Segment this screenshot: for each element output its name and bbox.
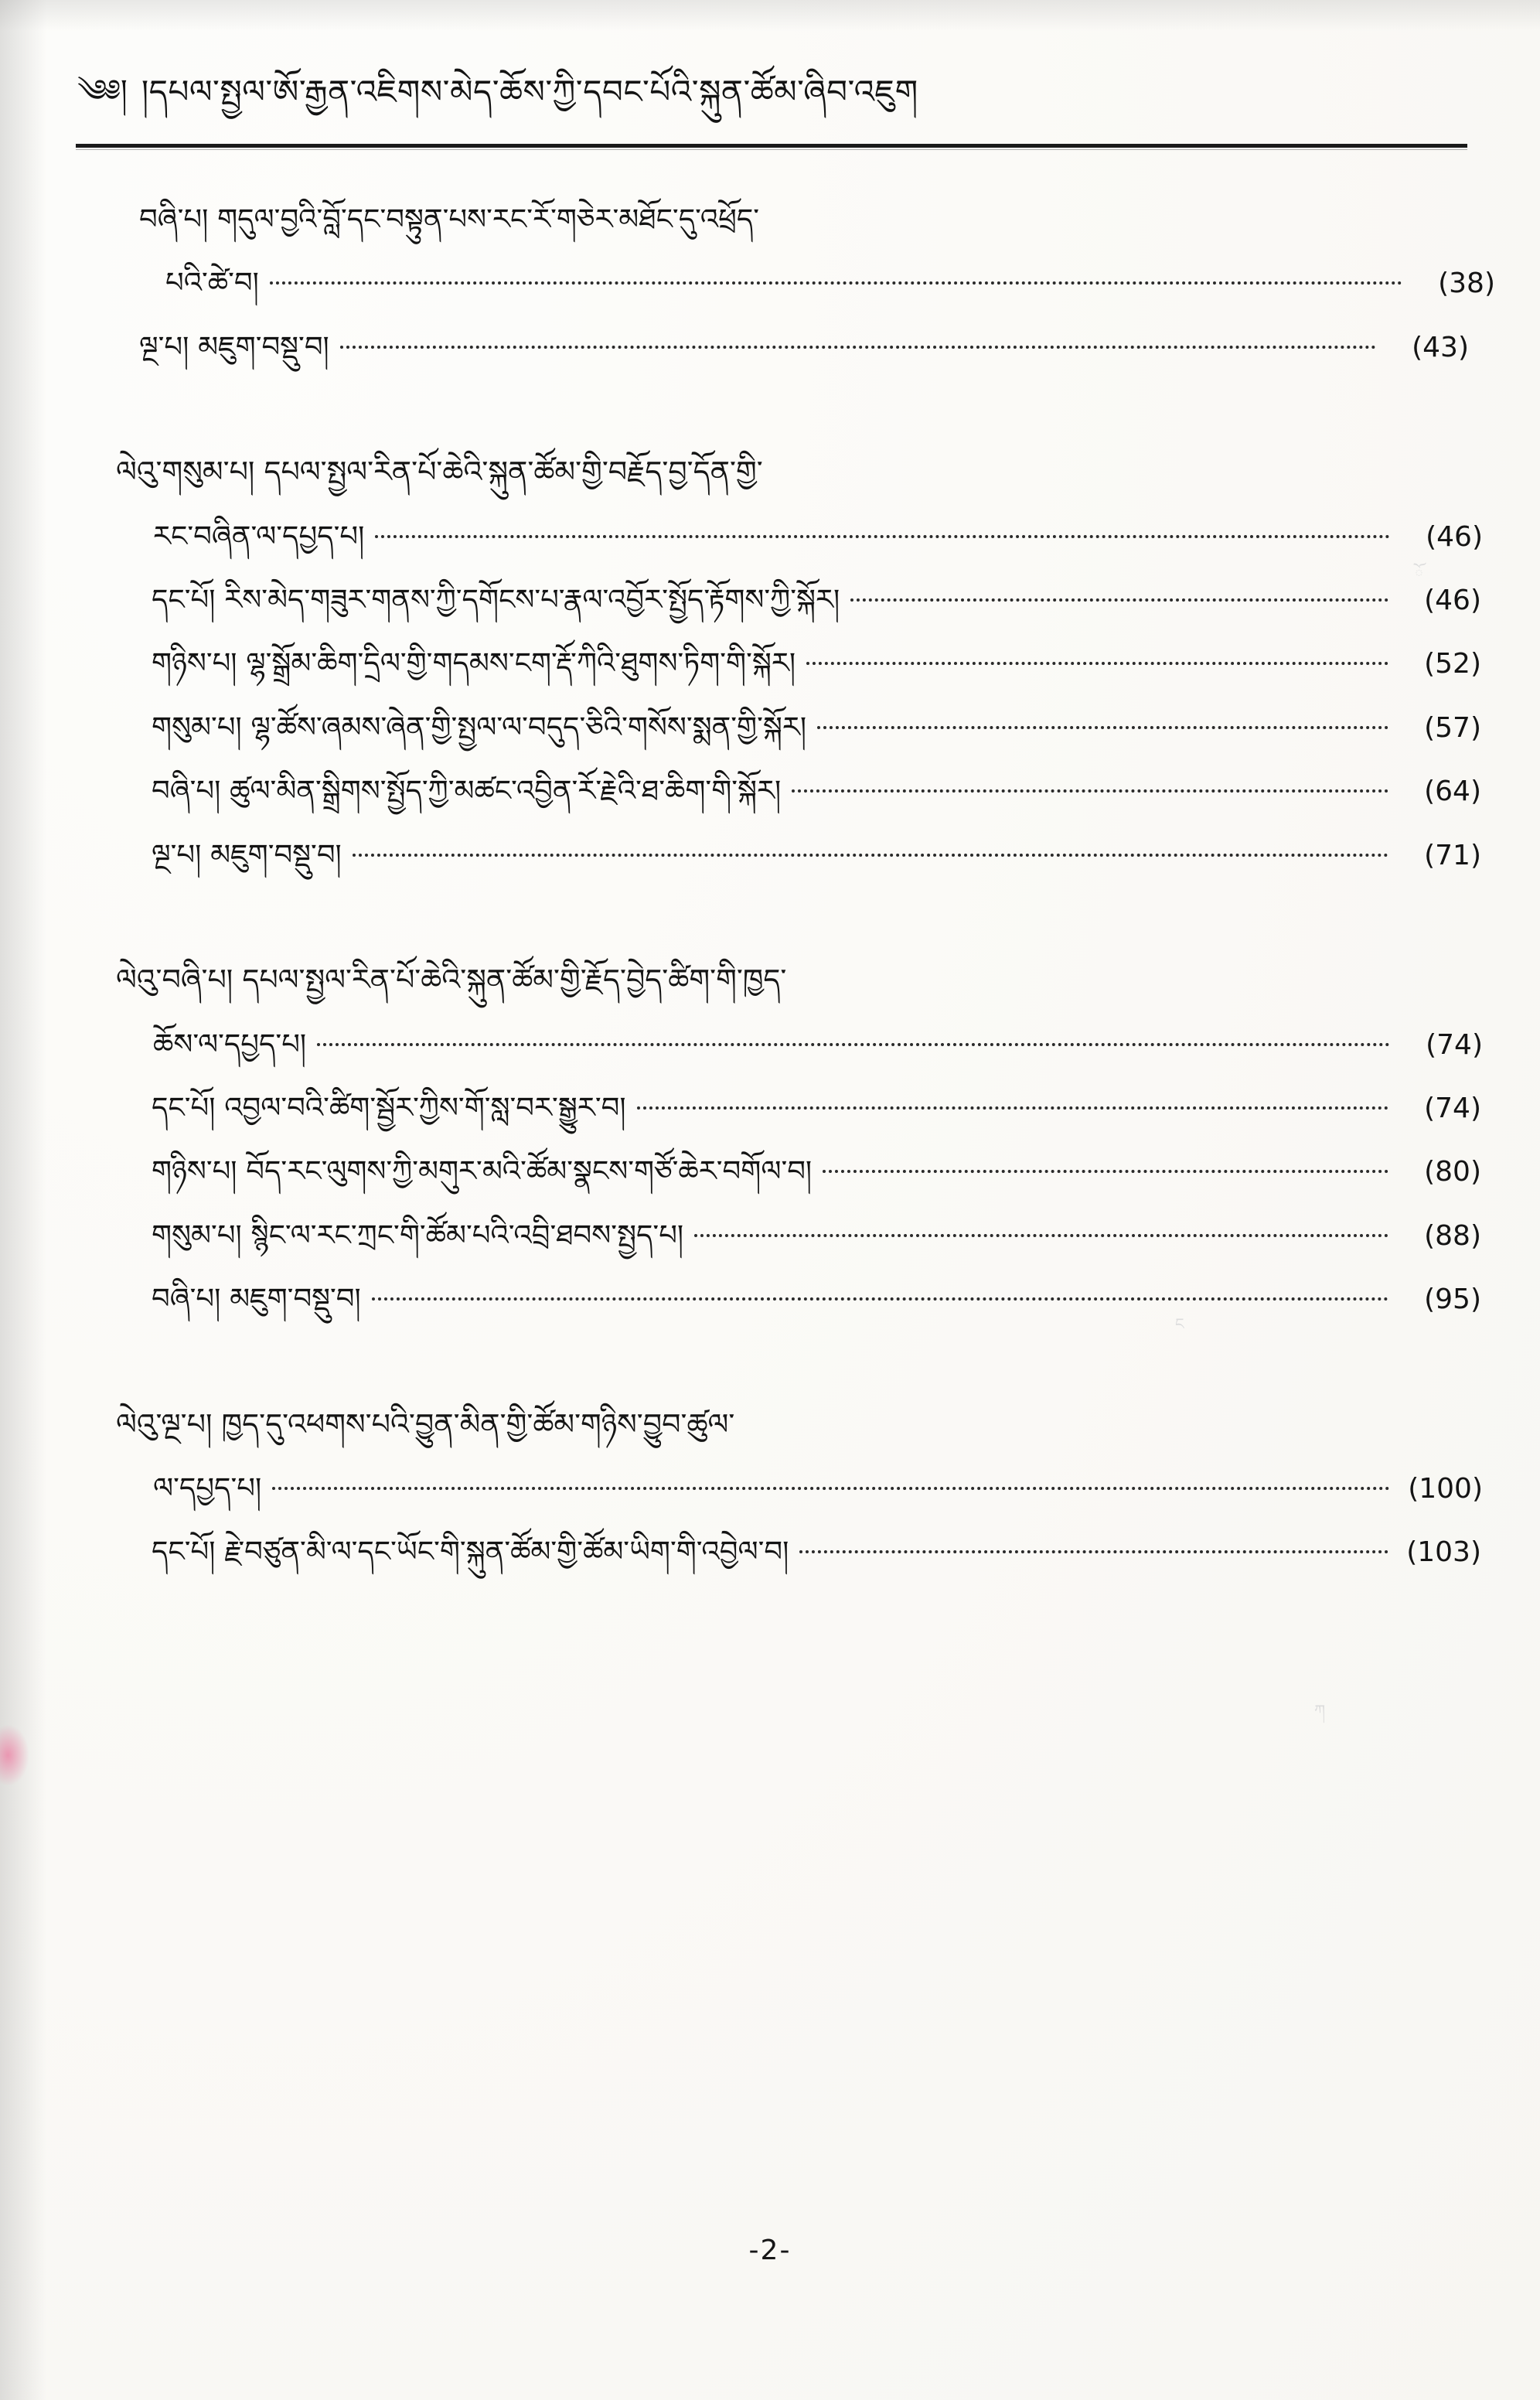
toc-page-number: (74) (1424, 1092, 1481, 1124)
toc-page-number: (95) (1424, 1284, 1481, 1316)
toc-entry-line[interactable] (152, 1273, 1481, 1325)
dot-leader (270, 281, 1402, 285)
toc-entry-text: དང་པོ། འབྱལ་བའི་ཚིག་སྦྱོར་ཀྱིས་གོ་སླ་བར་སྒྱུར་བ། (152, 1090, 626, 1124)
table-of-contents (116, 193, 1495, 1590)
toc-page-number: (71) (1424, 839, 1481, 871)
dot-leader (317, 1042, 1390, 1046)
dot-leader (375, 534, 1390, 538)
toc-entry-text: གཉིས་པ། ལྷ་སྒྲོམ་ཆིག་དྲིལ་གྱི་གདམས་ངག་རྡོ་ཀིའི་ཐུགས་ཏིག་གི་སྐོར། (152, 646, 796, 680)
toc-entry-line[interactable] (139, 321, 1469, 373)
dot-leader (817, 725, 1388, 729)
dot-leader (637, 1106, 1388, 1110)
toc-entry-text: དང་པོ། རིས་མེད་གཟུར་གནས་ཀྱི་དགོངས་པ་རྣལ་འབྱོར་སྤྱོད་རྟོགས་ཀྱི་སྐོར། (152, 583, 840, 617)
toc-page-number: (64) (1424, 776, 1481, 808)
toc-entry-text: ལྔ་པ། མཇུག་བསྡུ་བ། (139, 329, 329, 363)
toc-chapter-heading-continuation[interactable] (153, 1462, 1483, 1515)
toc-entry-text: རང་བཞིན་ལ་དཔྱད་པ། (153, 519, 365, 553)
toc-page-number: (80) (1424, 1156, 1481, 1188)
header-ornament-glyph: ༄༅། (77, 73, 128, 110)
toc-entry-text: གཉིས་པ། བོད་རང་ལུགས་ཀྱི་མགུར་མའི་ཚོམ་སྣངས་གཙོ་ཆེར་བགོལ་བ། (152, 1154, 813, 1188)
dot-leader (340, 345, 1376, 349)
toc-entry-text: ལ་དཔྱད་པ། (153, 1471, 262, 1505)
toc-entry-line[interactable] (152, 1526, 1481, 1578)
toc-entry-text: བཞི་པ། ཚུལ་མིན་སྒྲིགས་སྤྱོད་ཀྱི་མཚང་འབྱིན་རོ་རྗེའི་ཐ་ཆིག་གི་སྐོར། (152, 774, 782, 808)
toc-page-number: (103) (1406, 1536, 1481, 1569)
toc-page-number: (43) (1412, 331, 1469, 363)
toc-entry-text: བཞི་པ། གདུལ་བྱའི་བློ་དང་བསྟུན་པས་རང་རོ་གཅེར་མཐོང་དུ་འཕྲོད་ (139, 203, 760, 236)
toc-chapter-heading[interactable] (116, 953, 1446, 1007)
dot-leader (850, 598, 1388, 602)
toc-page-number: (88) (1424, 1219, 1481, 1252)
toc-entry-line[interactable] (152, 1082, 1481, 1134)
toc-page-number: (100) (1408, 1473, 1483, 1505)
page-number-footer: -2- (748, 2235, 792, 2266)
toc-entry-line[interactable] (152, 574, 1481, 626)
toc-entry-line[interactable] (139, 193, 1469, 246)
toc-entry-text: པའི་ཚེ་བ། (165, 266, 259, 300)
dot-leader (353, 853, 1388, 857)
dot-leader (806, 661, 1388, 665)
ghost-mark-3: ཀ (1314, 1701, 1327, 1720)
toc-entry-text: ཆོས་ལ་དཔྱད་པ། (153, 1027, 307, 1061)
toc-entry-line[interactable] (152, 765, 1481, 817)
toc-entry-text: དང་པོ། རྗེ་བཙུན་མི་ལ་དང་ཡོང་གི་སྐུན་ཚོམ་གྱི་ཚོམ་ཡིག་གི་འབྱེལ་བ། (152, 1535, 789, 1569)
section-spacer (116, 384, 1446, 421)
toc-chapter-heading[interactable] (116, 1397, 1446, 1451)
toc-chapter-heading-continuation[interactable] (153, 510, 1483, 563)
toc-entry-line[interactable] (152, 701, 1481, 754)
toc-page-number: (74) (1426, 1028, 1483, 1061)
toc-entry-line[interactable] (152, 1145, 1481, 1198)
section-spacer (116, 1337, 1446, 1374)
toc-page-number: (38) (1438, 268, 1495, 300)
toc-page-number: (52) (1424, 648, 1481, 680)
toc-chapter-heading-continuation[interactable] (153, 1018, 1483, 1071)
toc-page-number: (57) (1424, 711, 1481, 744)
toc-page-number: (46) (1424, 585, 1481, 617)
ghost-mark-1: ོ (1415, 564, 1425, 583)
ghost-mark-2: ང (1175, 1314, 1186, 1333)
section-spacer (116, 892, 1446, 929)
page-header (77, 74, 1469, 110)
toc-entry-text: ལེའུ་གསུམ་པ། དཔལ་སྤྱལ་རིན་པོ་ཆེའི་སྐུན་ཚོམ་གྱི་བརྗོད་བྱ་དོན་གྱི་ (116, 455, 763, 489)
header-title: །དཔལ་སྤྱལ་ཨོ་རྒྱན་འཇིགས་མེད་ཆོས་ཀྱི་དབང་པོའི་སྐུན་ཚོམ་ཞིབ་འཇུག (141, 73, 918, 111)
toc-entry-line[interactable] (152, 829, 1481, 881)
dot-leader (823, 1169, 1388, 1173)
toc-entry-text: ལྔ་པ། མཇུག་བསྡུ་བ། (152, 837, 342, 871)
toc-entry-line[interactable] (152, 1209, 1481, 1262)
header-divider-rule (76, 144, 1467, 148)
dot-leader (694, 1233, 1388, 1237)
toc-entry-line-continuation[interactable] (165, 257, 1495, 309)
dot-leader (799, 1549, 1388, 1553)
toc-entry-text: བཞི་པ། མཇུག་བསྡུ་བ། (152, 1282, 361, 1316)
toc-chapter-heading[interactable] (116, 445, 1446, 499)
toc-entry-text: གསུམ་པ། སྙིང་ལ་རང་ཀྲང་གི་ཚོམ་པའི་འབྲི་ཐབས་སྤྱད་པ། (152, 1218, 684, 1252)
dot-leader (792, 789, 1388, 793)
toc-entry-text: ལེའུ་ལྔ་པ། ཁྱད་དུ་འཕགས་པའི་བྱུན་མིན་གྱི་ཚོམ་གཉིས་བྱུབ་ཚུལ་ (116, 1406, 735, 1441)
toc-entry-text: ལེའུ་བཞི་པ། དཔལ་སྤྱལ་རིན་པོ་ཆེའི་སྐུན་ཚོམ་གྱི་རྗོད་བྱེད་ཚིག་གི་ཁྱད་ (116, 963, 787, 997)
dot-leader (372, 1297, 1388, 1301)
dot-leader (272, 1486, 1390, 1490)
toc-entry-line[interactable] (152, 637, 1481, 690)
toc-entry-text: གསུམ་པ། ལྷ་ཚོས་ཞམས་ཞེན་གྱི་སྤྱལ་ལ་བདུད་ཅིའི་གསོས་སྨན་གྱི་སྐོར། (152, 710, 807, 744)
toc-page-number: (46) (1426, 520, 1483, 553)
